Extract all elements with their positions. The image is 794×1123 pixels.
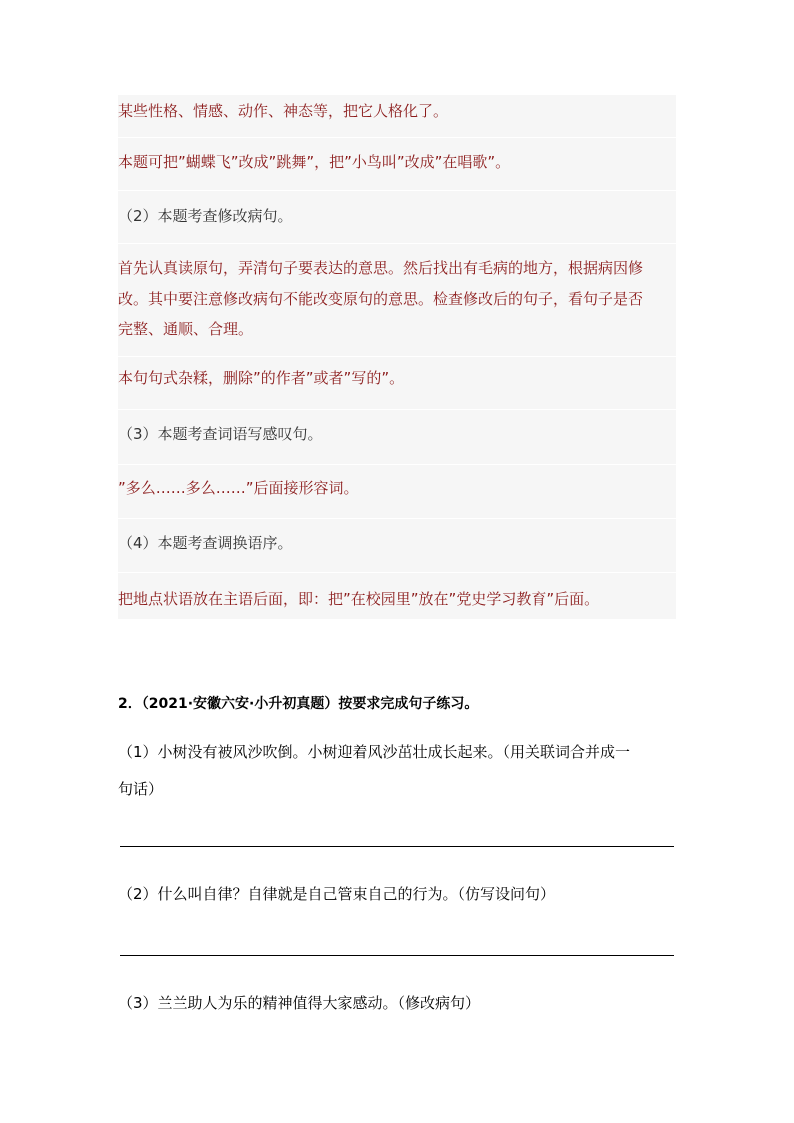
question-title: 2．（2021·安徽六安·小升初真题）按要求完成句子练习。 [118,696,479,712]
question-item: （2）什么叫自律？自律就是自己管束自己的行为。（仿写设问句） [118,885,556,903]
question-item: （3）兰兰助人为乐的精神值得大家感动。（修改病句） [118,994,481,1012]
question-item-continued: 句话） [118,780,164,798]
row-divider [118,243,676,244]
analysis-line: 首先认真读原句，弄清句子要表达的意思。然后找出有毛病的地方，根据病因修 [118,259,644,277]
analysis-line: （4）本题考查调换语序。 [118,534,293,552]
answer-line[interactable] [120,955,674,956]
row-divider [118,464,676,465]
row-divider [118,356,676,357]
analysis-line: 完整、通顺、合理。 [118,320,254,338]
row-divider [118,190,676,191]
answer-line[interactable] [120,846,674,847]
row-divider [118,137,676,138]
question-item: （1）小树没有被风沙吹倒。小树迎着风沙茁壮成长起来。（用关联词合并成一 [118,743,631,761]
analysis-line: （3）本题考查词语写感叹句。 [118,425,323,443]
analysis-line: 改。其中要注意修改病句不能改变原句的意思。检查修改后的句子，看句子是否 [118,290,644,308]
row-divider [118,518,676,519]
analysis-line: 某些性格、情感、动作、神态等，把它人格化了。 [118,102,449,120]
analysis-line: 把地点状语放在主语后面，即：把”在校园里”放在”党史学习教育”后面。 [118,590,600,608]
analysis-line: 本句句式杂糅，删除”的作者”或者”写的”。 [118,369,405,387]
analysis-line: ”多么……多么……”后面接形容词。 [118,479,359,497]
row-divider [118,409,676,410]
analysis-line: （2）本题考查修改病句。 [118,207,293,225]
row-divider [118,572,676,573]
analysis-line: 本题可把”蝴蝶飞”改成”跳舞”，把”小鸟叫”改成”在唱歌”。 [118,153,511,171]
